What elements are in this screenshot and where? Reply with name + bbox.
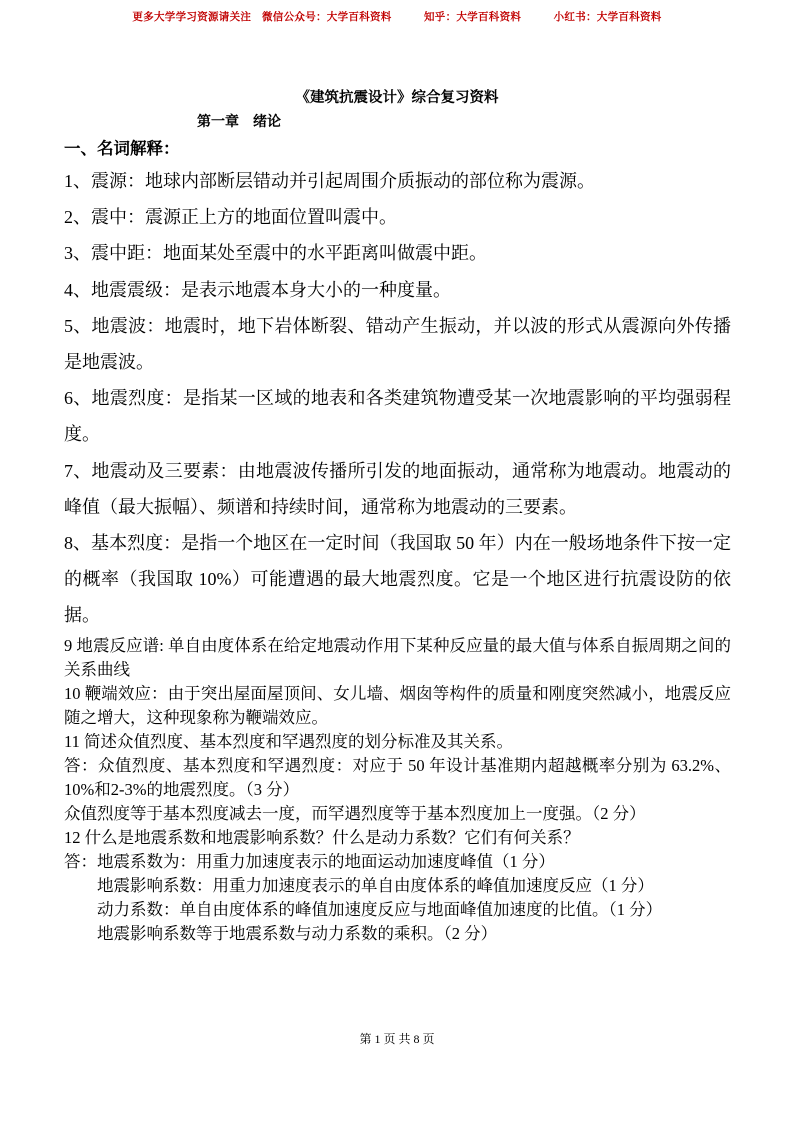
section-heading: 一、名词解释： xyxy=(64,139,180,158)
chapter-heading: 第一章 绪论 xyxy=(197,115,281,130)
definition-10-bianduan: 10 鞭端效应：由于突出屋面屋顶间、女儿墙、烟囱等构件的质量和刚度突然减小，地震反应随之增大，这种现象称为鞭端效应。 xyxy=(64,683,731,727)
page-title: 《建筑抗震设计》综合复习资料 xyxy=(295,90,499,106)
definition-9-fanyingpu: 9 地震反应谱: 单自由度体系在给定地震动作用下某种反应量的最大值与体系自振周期之间的关系曲线 xyxy=(64,635,731,679)
answer-11-line-2: 众值烈度等于基本烈度减去一度，而罕遇烈度等于基本烈度加上一度强。（2 分） xyxy=(64,803,646,823)
definition-5-dizhenbo: 5、地震波：地震时，地下岩体断裂、错动产生振动，并以波的形式从震源向外传播是地震波。 xyxy=(64,315,731,373)
page-footer: 第 1 页 共 8 页 xyxy=(359,1032,435,1046)
answer-12-line-1: 答：地震系数为：用重力加速度表示的地面运动加速度峰值（1 分） xyxy=(64,851,555,871)
question-11: 11 简述众值烈度、基本烈度和罕遇烈度的划分标准及其关系。 xyxy=(64,731,514,751)
definition-6-liedu: 6、地震烈度：是指某一区域的地表和各类建筑物遭受某一次地震影响的平均强弱程度。 xyxy=(64,388,731,445)
promo-header-text: 更多大学学习资源请关注 微信公众号：大学百科资料 知乎：大学百科资料 小红书：大学百科资料 xyxy=(132,12,662,23)
definition-2-zhenzhong: 2、震中：震源正上方的地面位置叫震中。 xyxy=(64,207,397,228)
question-12: 12 什么是地震系数和地震影响系数？什么是动力系数？它们有何关系？ xyxy=(64,827,580,847)
answer-12-line-4: 地震影响系数等于地震系数与动力系数的乘积。（2 分） xyxy=(97,923,498,943)
definition-3-zhenzhongju: 3、震中距：地面某处至震中的水平距离叫做震中距。 xyxy=(64,243,487,264)
definition-7-sanyaosu: 7、地震动及三要素：由地震波传播所引发的地面振动，通常称为地震动。地震动的峰值（最大振幅）、频谱和持续时间，通常称为地震动的三要素。 xyxy=(64,460,731,517)
definition-4-zhenji: 4、地震震级：是表示地震本身大小的一种度量。 xyxy=(64,279,451,300)
answer-12-line-2: 地震影响系数：用重力加速度表示的单自由度体系的峰值加速度反应（1 分） xyxy=(97,875,654,895)
document-body xyxy=(64,163,731,946)
answer-11-line-1: 答：众值烈度、基本烈度和罕遇烈度：对应于 50 年设计基准期内超越概率分别为 63.2%、10%和2-3%的地震烈度。（3 分） xyxy=(64,755,731,799)
definition-8-jibenliedu: 8、基本烈度：是指一个地区在一定时间（我国取 50 年）内在一般场地条件下按一定的概率（我国取 10%）可能遭遇的最大地震烈度。它是一个地区进行抗震设防的依据。 xyxy=(64,533,731,626)
definition-1-zhenyuan: 1、震源：地球内部断层错动并引起周围介质振动的部位称为震源。 xyxy=(64,171,595,191)
answer-12-line-3: 动力系数：单自由度体系的峰值加速度反应与地面峰值加速度的比值。（1 分） xyxy=(97,899,663,919)
